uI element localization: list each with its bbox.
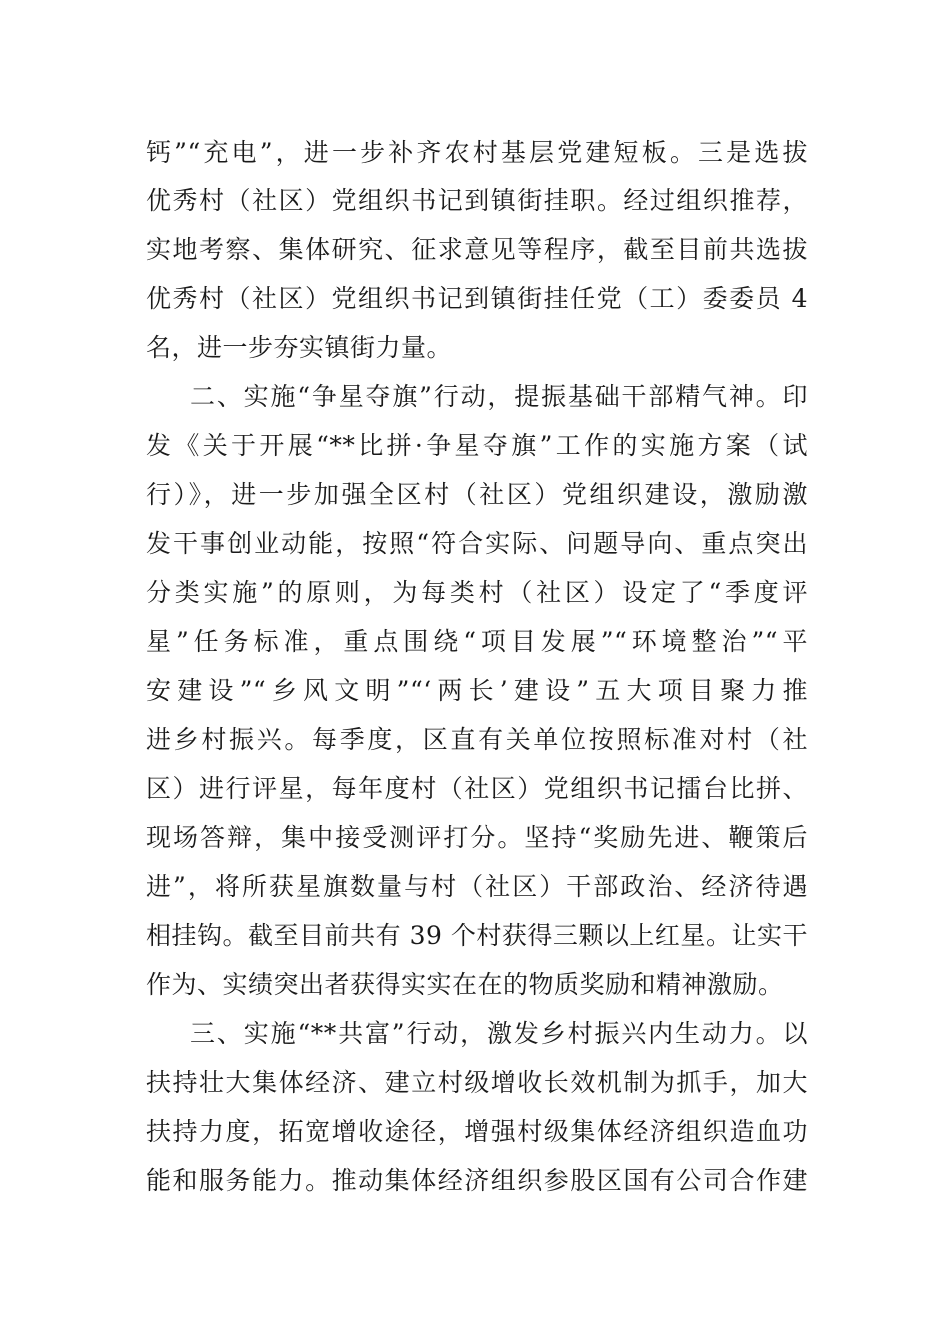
text-line: 分类实施”的原则，为每类村（社区）设定了“季度评	[146, 578, 808, 607]
text-line: 进乡村振兴。每季度，区直有关单位按照标准对村（社	[146, 725, 808, 754]
text-line: 扶持壮大集体经济、建立村级增收长效机制为抓手，加大	[146, 1068, 808, 1097]
paragraph-first-line: 二、实施“争星夺旗”行动，提振基础干部精气神。印	[190, 382, 808, 411]
text-line: 相挂钩。截至目前共有 39 个村获得三颗以上红星。让实干	[146, 921, 808, 950]
text-line: 优秀村（社区）党组织书记到镇街挂任党（工）委委员 4	[146, 284, 808, 313]
text-line: 作为、实绩突出者获得实实在在的物质奖励和精神激励。	[146, 970, 784, 999]
text-line: 进”，将所获星旗数量与村（社区）干部政治、经济待遇	[146, 872, 808, 901]
text-line: 现场答辩，集中接受测评打分。坚持“奖励先进、鞭策后	[146, 823, 808, 852]
text-line: 安建设”“乡风文明”“‘两长’建设”五大项目聚力推	[146, 676, 808, 705]
text-line: 能和服务能力。推动集体经济组织参股区国有公司合作建	[146, 1166, 808, 1195]
text-line: 名，进一步夯实镇街力量。	[146, 333, 453, 362]
text-line: 发干事创业动能，按照“符合实际、问题导向、重点突出	[146, 529, 808, 558]
text-line: 优秀村（社区）党组织书记到镇街挂职。经过组织推荐，	[146, 186, 808, 215]
text-line: 钙”“充电”，进一步补齐农村基层党建短板。三是选拔	[146, 138, 808, 167]
paragraph-first-line: 三、实施“**共富”行动，激发乡村振兴内生动力。以	[190, 1019, 808, 1048]
text-line: 行）》，进一步加强全区村（社区）党组织建设，激励激	[146, 480, 808, 509]
text-line: 实地考察、集体研究、征求意见等程序，截至目前共选拔	[146, 235, 808, 264]
text-line: 发《关于开展“**比拼·争星夺旗”工作的实施方案（试	[146, 431, 808, 460]
text-line: 区）进行评星，每年度村（社区）党组织书记擂台比拼、	[146, 774, 808, 803]
text-line: 星”任务标准，重点围绕“项目发展”“环境整治”“平	[146, 627, 808, 656]
text-line: 扶持力度，拓宽增收途径，增强村级集体经济组织造血功	[146, 1117, 808, 1146]
